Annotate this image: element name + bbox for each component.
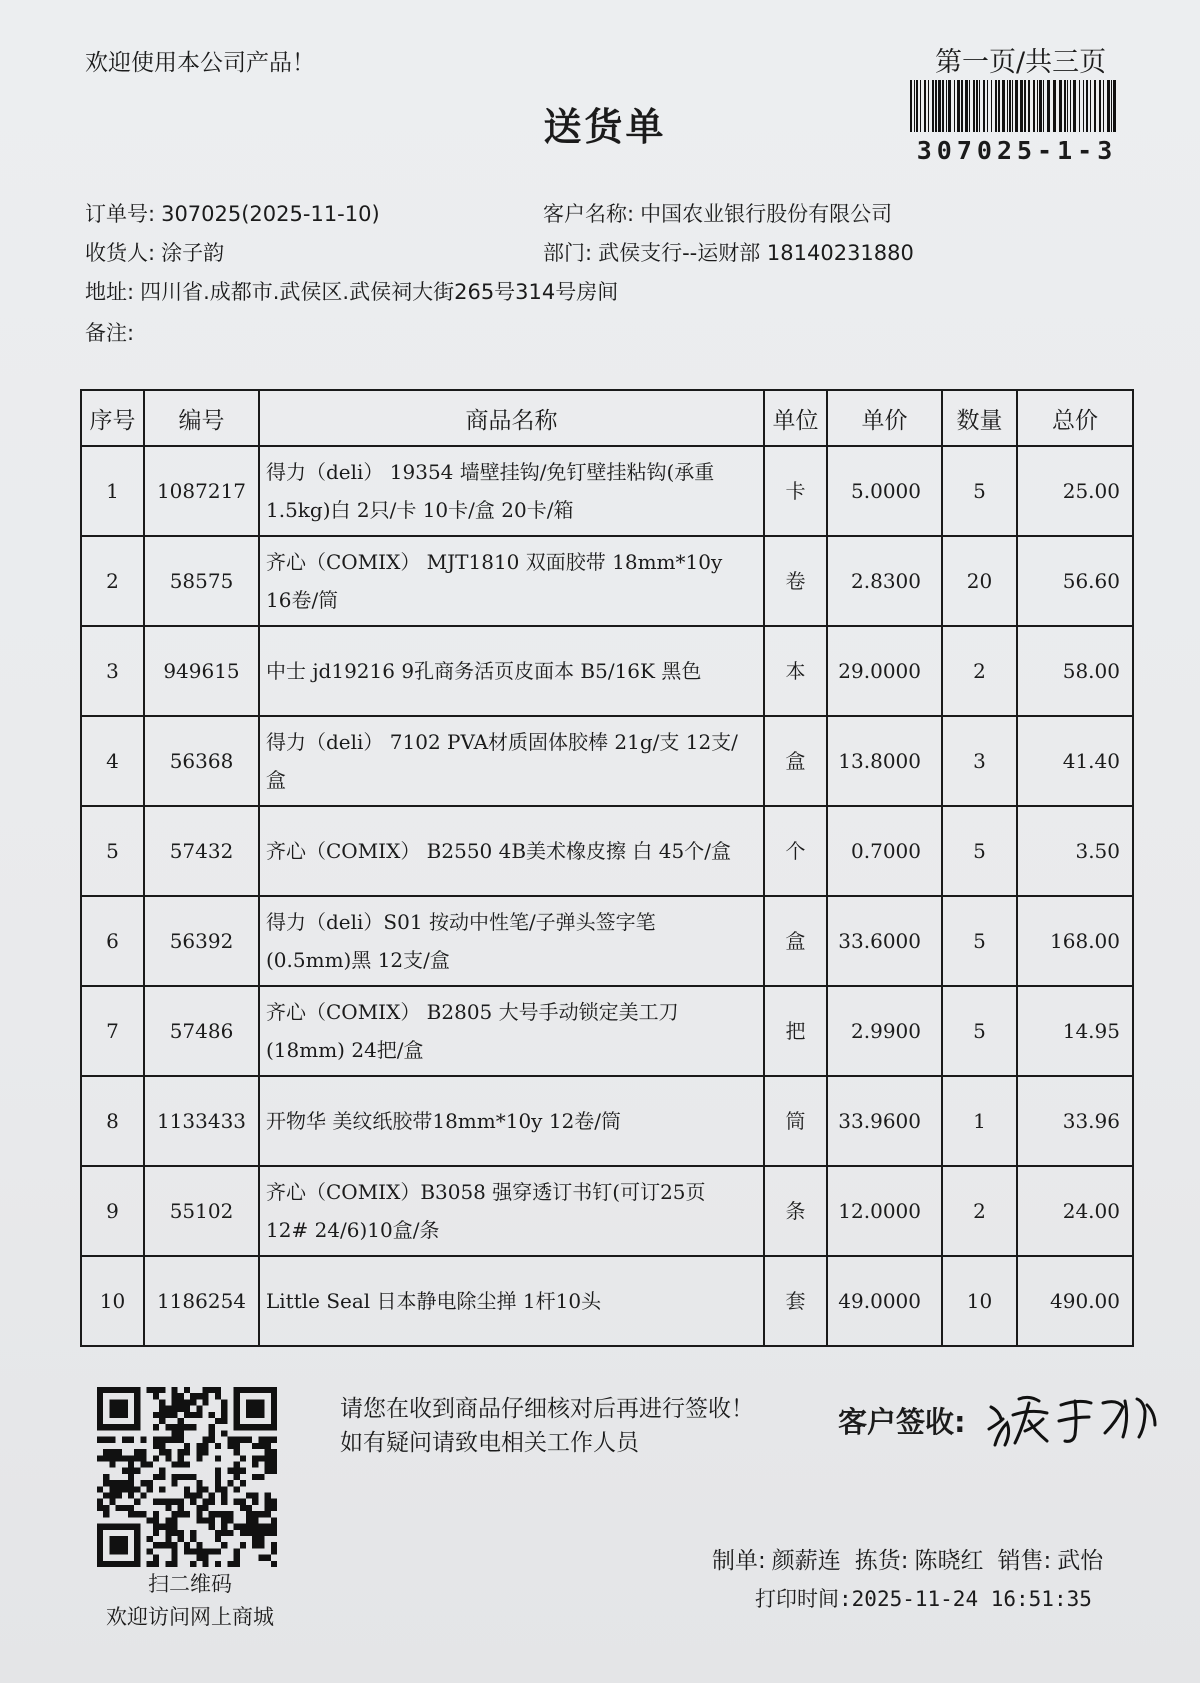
row-quantity: 3 — [942, 716, 1017, 806]
row-quantity: 5 — [942, 986, 1017, 1076]
row-unit: 条 — [764, 1166, 827, 1256]
table-row — [81, 896, 1133, 986]
row-code: 57432 — [144, 806, 259, 896]
row-unit: 卷 — [764, 536, 827, 626]
welcome-text: 欢迎使用本公司产品！ — [85, 50, 315, 76]
row-quantity: 10 — [942, 1256, 1017, 1346]
row-code: 56368 — [144, 716, 259, 806]
department-row — [543, 237, 914, 267]
row-unit-price: 12.0000 — [827, 1166, 942, 1256]
col-header-total: 总价 — [1017, 390, 1133, 446]
row-name-line-1: 开物华 美纹纸胶带18mm*10y 12卷/筒 — [266, 1109, 622, 1133]
row-code: 56392 — [144, 896, 259, 986]
qr-code — [97, 1387, 277, 1567]
address-row — [85, 276, 618, 306]
staff-line — [712, 1542, 1109, 1575]
row-index: 7 — [81, 986, 144, 1076]
customer-label: 客户名称: — [543, 202, 635, 226]
row-index: 5 — [81, 806, 144, 896]
customer-value: 中国农业银行股份有限公司 — [640, 202, 893, 226]
row-unit-price: 13.8000 — [827, 716, 942, 806]
row-total: 56.60 — [1017, 536, 1133, 626]
address-label: 地址: — [85, 280, 135, 304]
receiver-label: 收货人: — [85, 241, 156, 265]
row-name — [259, 986, 764, 1076]
row-quantity: 2 — [942, 1166, 1017, 1256]
row-code: 949615 — [144, 626, 259, 716]
row-code: 1087217 — [144, 446, 259, 536]
items-table — [80, 389, 1134, 1347]
row-total: 41.40 — [1017, 716, 1133, 806]
row-quantity: 5 — [942, 896, 1017, 986]
row-quantity: 2 — [942, 626, 1017, 716]
row-name-line-1: Little Seal 日本静电除尘掸 1杆10头 — [266, 1289, 602, 1313]
row-unit-price: 5.0000 — [827, 446, 942, 536]
col-header-price: 单价 — [827, 390, 942, 446]
row-name — [259, 1256, 764, 1346]
row-name-line-2: (18mm) 24把/盒 — [266, 1038, 424, 1062]
maker-label: 制单: — [712, 1548, 766, 1574]
row-total: 490.00 — [1017, 1256, 1133, 1346]
row-total: 24.00 — [1017, 1166, 1133, 1256]
table-row — [81, 446, 1133, 536]
row-code: 1186254 — [144, 1256, 259, 1346]
receiver-value: 涂子韵 — [161, 241, 225, 265]
row-total: 168.00 — [1017, 896, 1133, 986]
row-name — [259, 626, 764, 716]
col-header-name: 商品名称 — [259, 390, 764, 446]
row-name-line-1: 齐心（COMIX） B2550 4B美术橡皮擦 白 45个/盒 — [266, 839, 731, 863]
customer-row — [543, 198, 892, 228]
table-row — [81, 716, 1133, 806]
row-quantity: 5 — [942, 446, 1017, 536]
receiver-row — [85, 237, 224, 267]
row-total: 14.95 — [1017, 986, 1133, 1076]
document-title: 送货单 — [543, 105, 667, 149]
row-index: 6 — [81, 896, 144, 986]
row-unit: 筒 — [764, 1076, 827, 1166]
picker-value: 陈晓红 — [914, 1548, 984, 1574]
barcode-number: 307025-1-3 — [916, 136, 1118, 165]
qr-caption-visit: 欢迎访问网上商城 — [106, 1605, 274, 1629]
col-header-unit: 单位 — [764, 390, 827, 446]
barcode — [908, 80, 1122, 132]
row-unit-price: 49.0000 — [827, 1256, 942, 1346]
row-index: 9 — [81, 1166, 144, 1256]
row-index: 1 — [81, 446, 144, 536]
row-name-line-2: 12# 24/6)10盒/条 — [266, 1218, 440, 1242]
handwritten-signature — [985, 1385, 1160, 1455]
row-name-line-2: 盒 — [266, 768, 286, 792]
picker-label: 拣货: — [854, 1548, 909, 1574]
row-unit: 个 — [764, 806, 827, 896]
row-unit: 盒 — [764, 896, 827, 986]
row-quantity: 5 — [942, 806, 1017, 896]
row-name — [259, 896, 764, 986]
row-name-line-2: 16卷/筒 — [266, 588, 339, 612]
row-unit: 盒 — [764, 716, 827, 806]
page-indicator: 第一页/共三页 — [935, 47, 1107, 78]
row-code: 1133433 — [144, 1076, 259, 1166]
notice-text: 请您在收到商品仔细核对后再进行签收！如有疑问请致电相关工作人员 — [340, 1396, 754, 1456]
row-index: 3 — [81, 626, 144, 716]
print-time-line — [755, 1583, 1092, 1613]
row-unit-price: 29.0000 — [827, 626, 942, 716]
order-number-label: 订单号: — [85, 202, 156, 226]
row-index: 10 — [81, 1256, 144, 1346]
order-number-value: 307025(2025-11-10) — [161, 202, 380, 226]
row-name — [259, 1166, 764, 1256]
order-number-row — [85, 198, 380, 228]
print-time-label: 打印时间: — [755, 1587, 852, 1611]
row-unit: 本 — [764, 626, 827, 716]
row-name-line-1: 得力（deli） 7102 PVA材质固体胶棒 21g/支 12支/ — [266, 730, 738, 754]
row-name-line-1: 齐心（COMIX） MJT1810 双面胶带 18mm*10y — [266, 550, 723, 574]
sales-value: 武怡 — [1057, 1548, 1104, 1574]
table-row — [81, 536, 1133, 626]
row-unit-price: 33.9600 — [827, 1076, 942, 1166]
maker-value: 颜薪连 — [771, 1548, 841, 1574]
row-name — [259, 536, 764, 626]
col-header-index: 序号 — [81, 390, 144, 446]
row-name-line-1: 得力（deli） 19354 墙壁挂钩/免钉壁挂粘钩(承重 — [266, 460, 715, 484]
row-unit-price: 2.9900 — [827, 986, 942, 1076]
row-unit-price: 0.7000 — [827, 806, 942, 896]
remark-row — [85, 317, 140, 347]
print-time-value: 2025-11-24 16:51:35 — [851, 1587, 1092, 1611]
sales-label: 销售: — [997, 1548, 1052, 1574]
row-unit: 卡 — [764, 446, 827, 536]
row-code: 58575 — [144, 536, 259, 626]
row-unit: 把 — [764, 986, 827, 1076]
qr-caption-scan: 扫二维码 — [148, 1572, 232, 1596]
row-total: 33.96 — [1017, 1076, 1133, 1166]
remark-label: 备注: — [85, 321, 135, 345]
signature-label: 客户签收: — [838, 1405, 966, 1439]
row-unit: 套 — [764, 1256, 827, 1346]
row-total: 25.00 — [1017, 446, 1133, 536]
row-total: 3.50 — [1017, 806, 1133, 896]
row-code: 57486 — [144, 986, 259, 1076]
row-index: 8 — [81, 1076, 144, 1166]
row-name — [259, 716, 764, 806]
row-total: 58.00 — [1017, 626, 1133, 716]
row-name-line-1: 得力（deli）S01 按动中性笔/子弹头签字笔 — [266, 910, 656, 934]
table-row — [81, 626, 1133, 716]
row-name — [259, 1076, 764, 1166]
table-header-row — [81, 390, 1133, 446]
department-label: 部门: — [543, 241, 593, 265]
row-name — [259, 806, 764, 896]
row-name-line-2: 1.5kg)白 2只/卡 10卡/盒 20卡/箱 — [266, 498, 574, 522]
row-unit-price: 2.8300 — [827, 536, 942, 626]
row-unit-price: 33.6000 — [827, 896, 942, 986]
col-header-qty: 数量 — [942, 390, 1017, 446]
table-row — [81, 1076, 1133, 1166]
address-value: 四川省.成都市.武侯区.武侯祠大街265号314号房间 — [140, 280, 619, 304]
row-name-line-1: 齐心（COMIX） B2805 大号手动锁定美工刀 — [266, 1000, 679, 1024]
table-row — [81, 806, 1133, 896]
row-name-line-2: (0.5mm)黑 12支/盒 — [266, 948, 450, 972]
row-index: 4 — [81, 716, 144, 806]
row-index: 2 — [81, 536, 144, 626]
col-header-code: 编号 — [144, 390, 259, 446]
department-value: 武侯支行--运财部 18140231880 — [598, 241, 914, 265]
row-code: 55102 — [144, 1166, 259, 1256]
row-name-line-1: 齐心（COMIX）B3058 强穿透订书钉(可订25页 — [266, 1180, 706, 1204]
row-quantity: 20 — [942, 536, 1017, 626]
table-row — [81, 1166, 1133, 1256]
row-name-line-1: 中士 jd19216 9孔商务活页皮面本 B5/16K 黑色 — [266, 659, 702, 683]
table-row — [81, 1256, 1133, 1346]
row-quantity: 1 — [942, 1076, 1017, 1166]
table-row — [81, 986, 1133, 1076]
row-name — [259, 446, 764, 536]
